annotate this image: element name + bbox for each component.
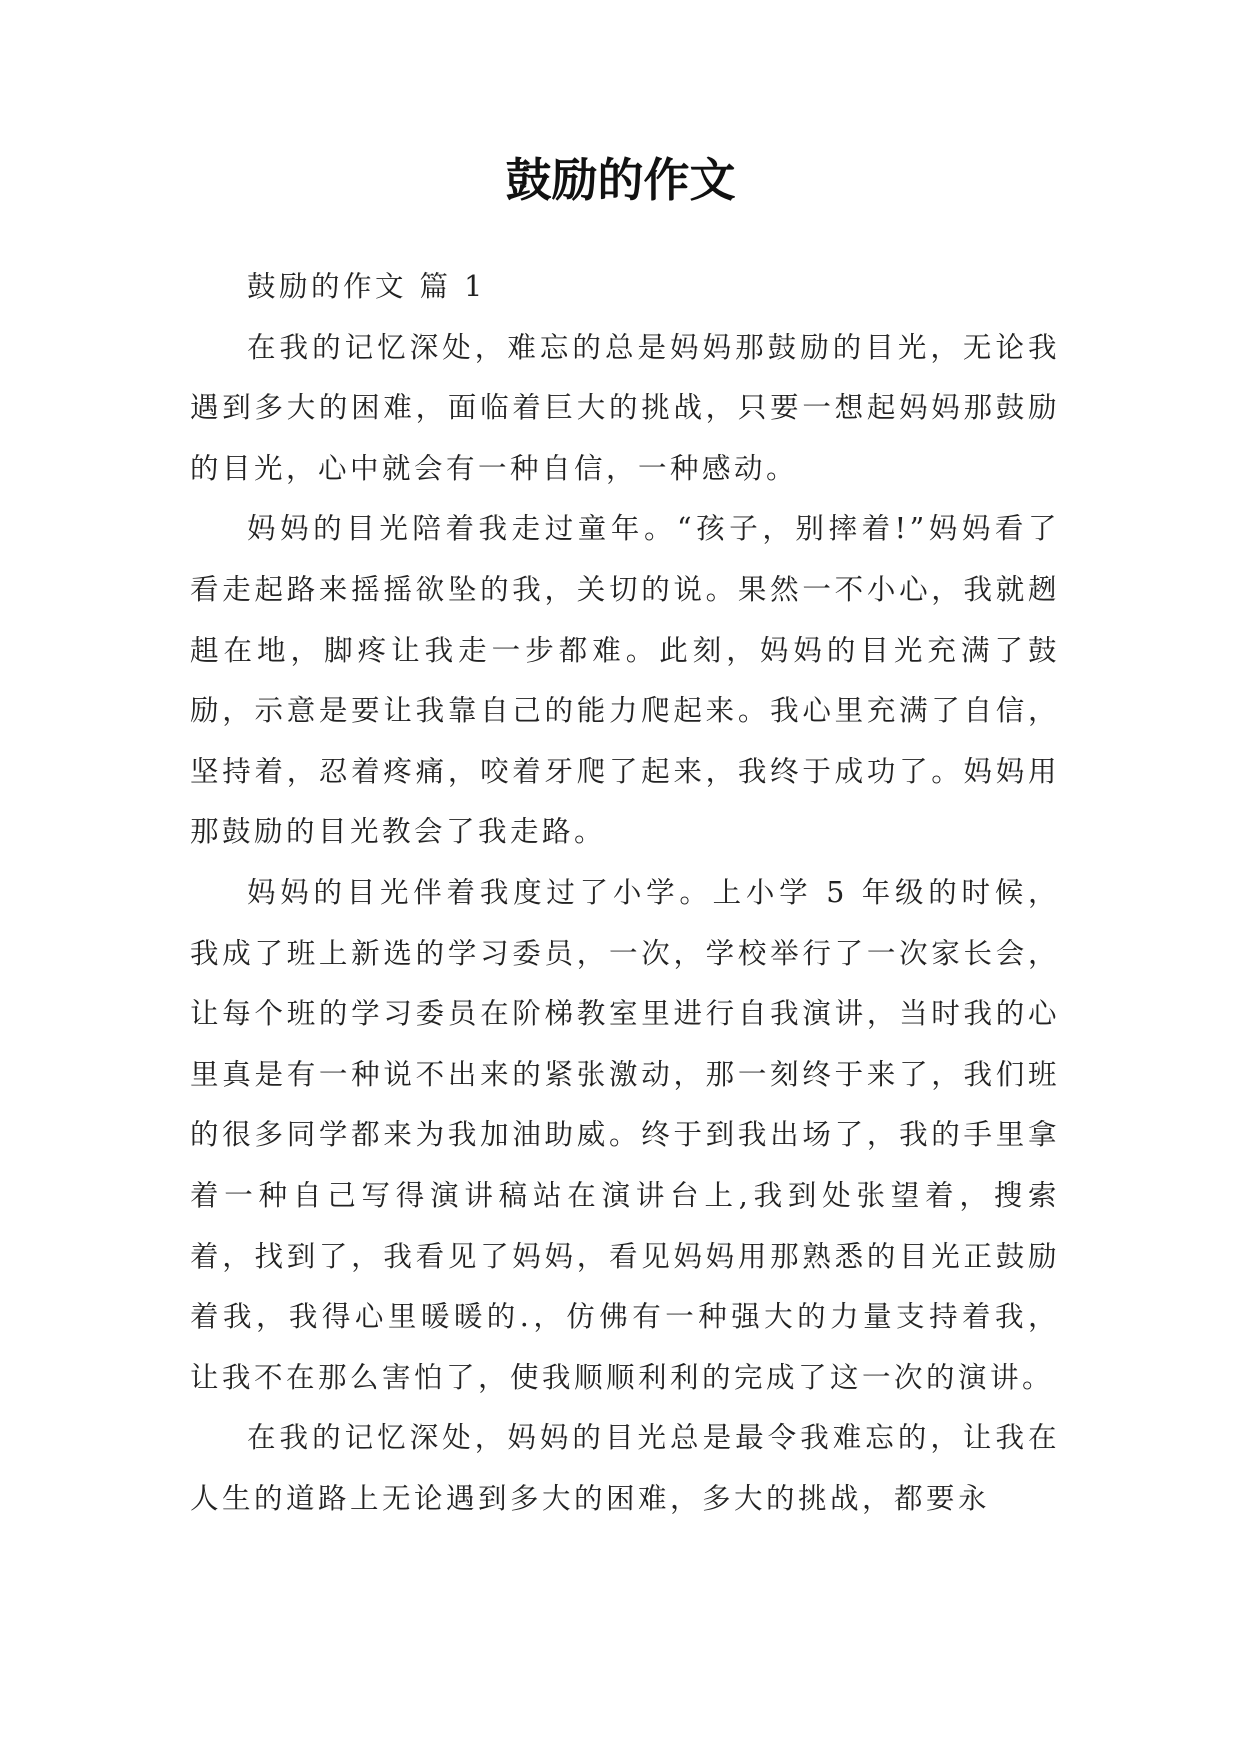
document-body	[190, 257, 1060, 1529]
paragraph: 妈妈的目光陪着我走过童年。“孩子，别摔着!”妈妈看了看走起路来摇摇欲坠的我，关切的说。果然一不小心，我就趔趄在地，脚疼让我走一步都难。此刻，妈妈的目光充满了鼓励，示意是要让我靠自己的能力爬起来。我心里充满了自信，坚持着，忍着疼痛，咬着牙爬了起来，我终于成功了。妈妈用那鼓励的目光教会了我走路。	[190, 512, 1060, 849]
essay-heading: 鼓励的作文 篇 1	[247, 270, 486, 303]
paragraph: 在我的记忆深处，难忘的总是妈妈那鼓励的目光，无论我遇到多大的困难，面临着巨大的挑战，只要一想起妈妈那鼓励的目光，心中就会有一种自信，一种感动。	[190, 330, 1060, 485]
document-title: 鼓励的作文	[505, 153, 736, 207]
paragraph: 妈妈的目光伴着我度过了小学。上小学 5 年级的时候，我成了班上新选的学习委员，一次，学校举行了一次家长会，让每个班的学习委员在阶梯教室里进行自我演讲，当时我的心里真是有一种说不出来的紧张激动，那一刻终于来了，我们班的很多同学都来为我加油助威。终于到我出场了，我的手里拿着一种自己写得演讲稿站在演讲台上,我到处张望着，搜索着，找到了，我看见了妈妈，看见妈妈用那熟悉的目光正鼓励着我，我得心里暖暖的.，仿佛有一种强大的力量支持着我，让我不在那么害怕了，使我顺顺利利的完成了这一次的演讲。	[190, 875, 1060, 1394]
paragraph: 在我的记忆深处，妈妈的目光总是最令我难忘的，让我在人生的道路上无论遇到多大的困难，多大的挑战，都要永	[190, 1421, 1060, 1515]
